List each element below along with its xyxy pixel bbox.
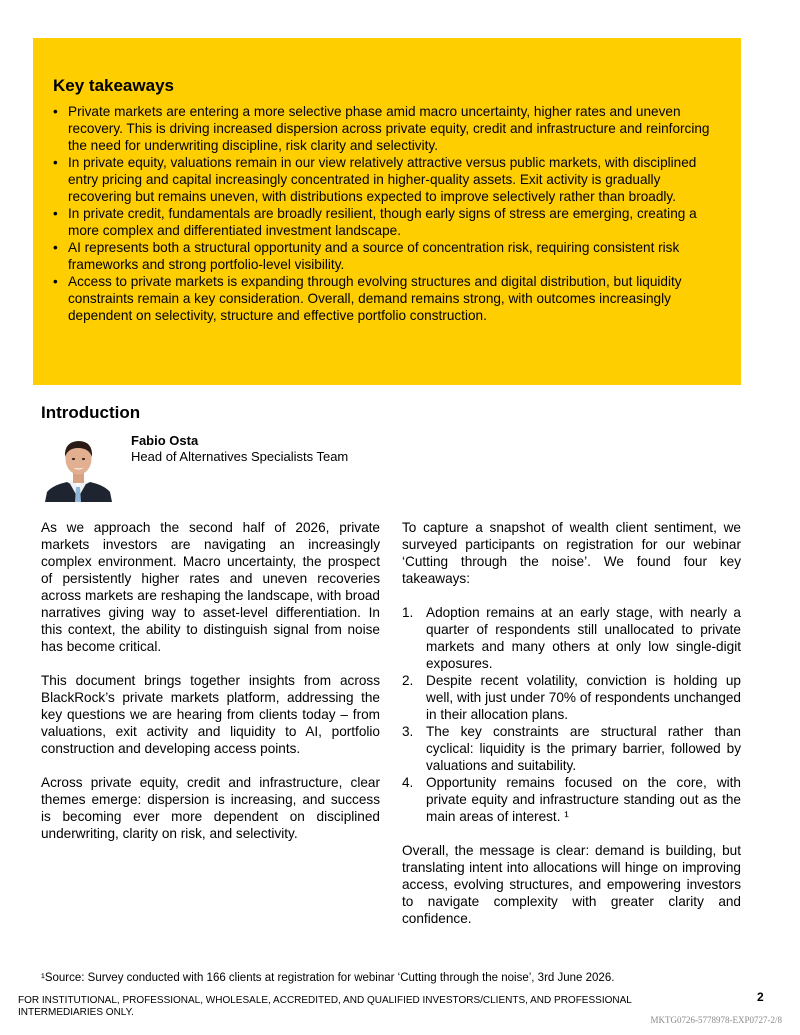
takeaway-item: • Access to private markets is expanding through evolving structures and digital distribution, but liquidity constraints remain a key consideration. Overall, demand remains strong, with outcomes increasingly dependent on selectivity, structure and effective portfolio construction. xyxy=(53,273,721,324)
item-number: 1. xyxy=(402,605,414,620)
author-photo xyxy=(43,432,114,502)
footnote: ¹Source: Survey conducted with 166 clients at registration for webinar ‘Cutting through the noise’, 3rd June 2026. xyxy=(41,972,615,984)
item-number: 3. xyxy=(402,724,414,739)
body-paragraph: This document brings together insights from across BlackRock’s private markets platform, addressing the key questions we are hearing from clients today – from valuations, exit activity and liquidity to AI, portfolio construction and developing access points. xyxy=(41,673,380,756)
item-text: Despite recent volatility, conviction is holding up well, with just under 70% of respondents unchanged in their allocation plans. xyxy=(426,673,741,722)
item-text: The key constraints are structural rather than cyclical: liquidity is the primary barrier, followed by valuations and suitability. xyxy=(426,724,741,773)
takeaway-item: • Private markets are entering a more selective phase amid macro uncertainty, higher rates and uneven recovery. This is driving increased dispersion across private equity, credit and infrastructure and reinforcing the need for underwriting discipline, risk clarity and selectivity. xyxy=(53,103,721,154)
key-takeaways-title: Key takeaways xyxy=(53,76,174,95)
right-column xyxy=(402,519,741,944)
survey-intro: To capture a snapshot of wealth client sentiment, we surveyed participants on registration for our webinar ‘Cutting through the noise’. We found four key takeaways: xyxy=(402,520,741,586)
item-text: Opportunity remains focused on the core, with private equity and infrastructure standing out as the main areas of interest. ¹ xyxy=(426,775,741,824)
author-portrait-icon xyxy=(43,432,114,502)
key-takeaways-box xyxy=(33,38,741,385)
document-code: MKTG0726-5778978-EXP0727-2/8 xyxy=(650,1015,782,1025)
item-number: 2. xyxy=(402,673,414,688)
item-number: 4. xyxy=(402,775,414,790)
left-column xyxy=(41,519,380,859)
takeaway-item: • In private credit, fundamentals are broadly resilient, though early signs of stress are emerging, creating a more complex and differentiated investment landscape. xyxy=(53,205,721,239)
introduction-heading: Introduction xyxy=(41,403,141,422)
survey-takeaway-item xyxy=(402,672,741,723)
takeaway-item: • In private equity, valuations remain in our view relatively attractive versus public markets, with disciplined entry pricing and capital increasingly concentrated in higher-quality assets. Exit activity is gradually recovering but remains uneven, with distributions expected to improve selectively rather than broadly. xyxy=(53,154,721,205)
survey-conclusion: Overall, the message is clear: demand is building, but translating intent into allocations will hinge on improving access, evolving structures, and empowering investors to navigate complexity with greater clarity and confidence. xyxy=(402,843,741,926)
key-takeaways-list xyxy=(53,103,721,324)
takeaway-item: • AI represents both a structural opportunity and a source of concentration risk, requiring consistent risk frameworks and strong portfolio-level visibility. xyxy=(53,239,721,273)
author-name: Fabio Osta xyxy=(131,433,199,448)
survey-takeaways-list xyxy=(402,604,741,825)
survey-takeaway-item xyxy=(402,723,741,774)
item-text: Adoption remains at an early stage, with nearly a quarter of respondents still unallocated to private markets and many others at only low single-digit exposures. xyxy=(426,605,741,671)
disclaimer: FOR INSTITUTIONAL, PROFESSIONAL, WHOLESALE, ACCREDITED, AND QUALIFIED INVESTORS/CLIENTS, AND PROFESSIONAL INTERMEDIARIES ONLY. xyxy=(18,995,632,1018)
page-number: 2 xyxy=(757,990,764,1004)
body-paragraph: As we approach the second half of 2026, private markets investors are navigating an increasingly complex environment. Macro uncertainty, the prospect of persistently higher rates and uneven recoveries across markets are reshaping the landscape, with broad narratives giving way to asset-level differentiation. In this context, the ability to distinguish signal from noise has become critical. xyxy=(41,520,380,654)
survey-takeaway-item xyxy=(402,774,741,825)
body-paragraph: Across private equity, credit and infrastructure, clear themes emerge: dispersion is increasing, and success is becoming ever more dependent on disciplined underwriting, clarity on risk, and selectivity. xyxy=(41,775,380,841)
survey-takeaway-item xyxy=(402,604,741,672)
author-role: Head of Alternatives Specialists Team xyxy=(131,449,349,464)
